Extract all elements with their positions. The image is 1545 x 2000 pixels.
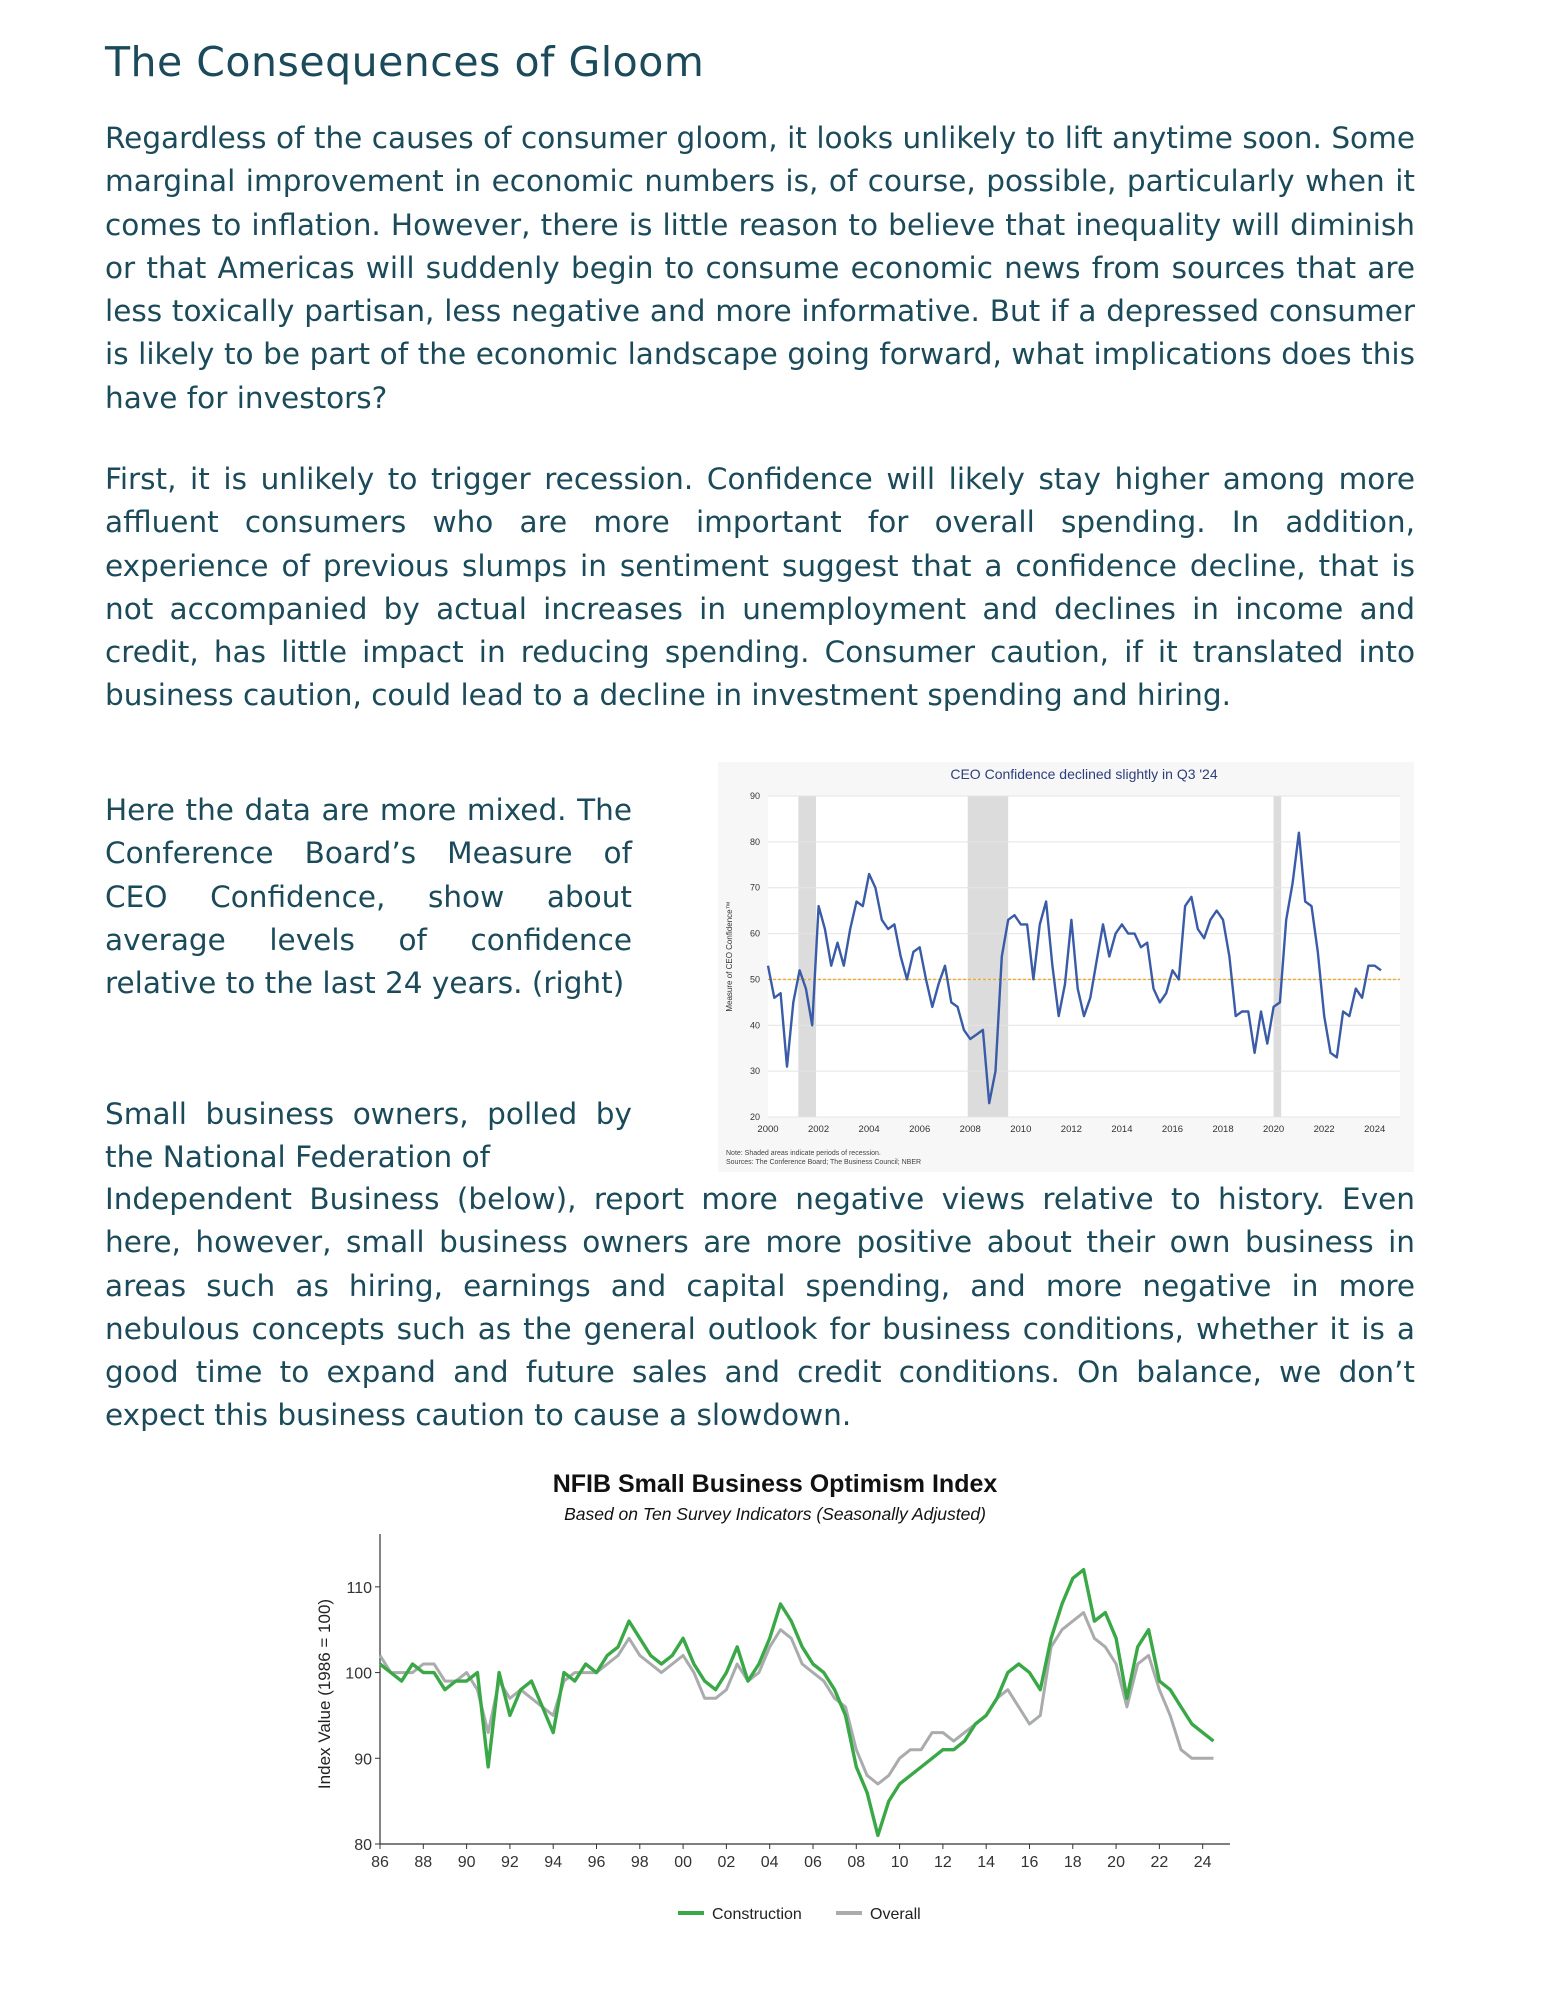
- x-tick-label: 86: [371, 1854, 389, 1871]
- x-tick-label: 20: [1107, 1854, 1125, 1871]
- paragraph-5: Independent Business (below), report more negative views relative to history. Even here, however, small business owners are more positive about their own business in areas such as hiring, earnings and capital spending, and more negative in more nebulous concepts such as the general outlook for business conditions, whether it is a good time to expand and future sales and credit conditions. On balance, we don’t expect this business caution to cause a slowdown.: [105, 1182, 1415, 1433]
- y-tick-label: 70: [749, 882, 760, 893]
- x-tick-label: 00: [674, 1854, 692, 1871]
- chart-title: NFIB Small Business Optimism Index: [552, 1470, 998, 1498]
- y-tick-label: 90: [749, 791, 760, 801]
- page-title: The Consequences of Gloom: [105, 38, 705, 86]
- paragraph-2: First, it is unlikely to trigger recession. Confidence will likely stay higher among more affluent consumers who are more important for overall spending. In addition, experience of previous slumps in sentiment suggest that a confidence decline, that is not accompanied by actual increases in unemployment and declines in income and credit, has little impact in reducing spending. Consumer caution, if it translated into business caution, could lead to a decline in investment spending and hiring.: [105, 462, 1415, 713]
- x-tick-label: 06: [804, 1854, 822, 1871]
- x-tick-label: 96: [587, 1854, 606, 1871]
- x-tick-label: 2020: [1263, 1124, 1285, 1135]
- x-tick-label: 2000: [757, 1124, 779, 1135]
- chart-title: CEO Confidence declined slightly in Q3 '24: [950, 766, 1218, 782]
- x-tick-label: 2004: [858, 1124, 880, 1135]
- x-tick-label: 94: [544, 1854, 563, 1871]
- chart-subtitle: Based on Ten Survey Indicators (Seasonally Adjusted): [564, 1504, 986, 1524]
- y-axis-label: Measure of CEO Confidence™: [725, 901, 734, 1012]
- recession-band-2: [1274, 796, 1282, 1117]
- x-tick-label: 02: [717, 1854, 736, 1871]
- series-line-construction: [380, 1570, 1214, 1836]
- x-tick-label: 2006: [909, 1124, 931, 1135]
- chart-sources: Sources: The Conference Board; The Business Council; NBER: [726, 1159, 922, 1166]
- x-tick-label: 2014: [1111, 1124, 1133, 1135]
- x-tick-label: 2002: [807, 1124, 830, 1135]
- x-tick-label: 24: [1193, 1854, 1212, 1871]
- x-tick-label: 98: [630, 1854, 649, 1871]
- legend-label-construction: Construction: [712, 1906, 802, 1923]
- y-tick-label: 80: [749, 836, 760, 847]
- x-tick-label: 2022: [1313, 1124, 1335, 1135]
- x-tick-label: 04: [760, 1854, 779, 1871]
- ceo-confidence-chart: [718, 762, 1414, 1172]
- paragraph-4: Small business owners, polled by the National Federation of: [105, 1097, 632, 1175]
- x-tick-label: 14: [977, 1854, 996, 1871]
- y-tick-label: 80: [354, 1837, 372, 1854]
- x-tick-label: 2018: [1212, 1124, 1234, 1135]
- x-tick-label: 2008: [959, 1124, 981, 1135]
- paragraph-1: Regardless of the causes of consumer gloom, it looks unlikely to lift anytime soon. Some marginal improvement in economic numbers is, of course, possible, particularly when it comes to inflation. However, there is little reason to believe that inequality will diminish or that Americas will suddenly begin to consume economic news from sources that are less toxically partisan, less negative and more informative. But if a depressed consumer is likely to be part of the economic landscape going forward, what implications does this have for investors?: [105, 121, 1415, 415]
- paragraph-3: Here the data are more mixed. The Conference Board’s Measure of CEO Confidence, show about average levels of confidence relative to the last 24 years. (right): [105, 793, 632, 1001]
- ceo-confidence-chart-svg: [718, 762, 1414, 1172]
- chart-note: Note: Shaded areas indicate periods of recession.: [726, 1150, 881, 1157]
- x-tick-label: 92: [500, 1854, 519, 1871]
- y-tick-label: 20: [749, 1112, 760, 1122]
- x-tick-label: 2012: [1060, 1124, 1082, 1135]
- x-tick-label: 2016: [1161, 1124, 1184, 1135]
- x-tick-label: 2010: [1010, 1124, 1032, 1135]
- x-tick-label: 22: [1150, 1854, 1169, 1871]
- y-tick-label: 60: [749, 928, 760, 939]
- x-tick-label: 90: [457, 1854, 476, 1871]
- y-tick-label: 30: [749, 1066, 760, 1077]
- y-tick-label: 110: [346, 1579, 372, 1597]
- y-tick-label: 40: [749, 1020, 760, 1031]
- y-tick-label: 90: [354, 1751, 372, 1769]
- legend-label-overall: Overall: [870, 1906, 921, 1923]
- y-tick-label: 100: [345, 1665, 372, 1683]
- nfib-optimism-chart-svg: [300, 1464, 1240, 1934]
- x-tick-label: 88: [414, 1854, 433, 1871]
- y-axis-label: Index Value (1986 = 100): [315, 1598, 334, 1790]
- x-tick-label: 10: [890, 1854, 909, 1871]
- y-tick-label: 50: [749, 974, 760, 985]
- x-tick-label: 16: [1020, 1854, 1039, 1871]
- x-tick-label: 08: [847, 1854, 866, 1871]
- x-tick-label: 2024: [1364, 1124, 1386, 1135]
- plot-area: [768, 796, 1400, 1117]
- x-tick-label: 18: [1063, 1854, 1082, 1871]
- recession-band-0: [798, 796, 816, 1117]
- x-tick-label: 12: [933, 1854, 952, 1871]
- nfib-optimism-chart: [300, 1464, 1240, 1934]
